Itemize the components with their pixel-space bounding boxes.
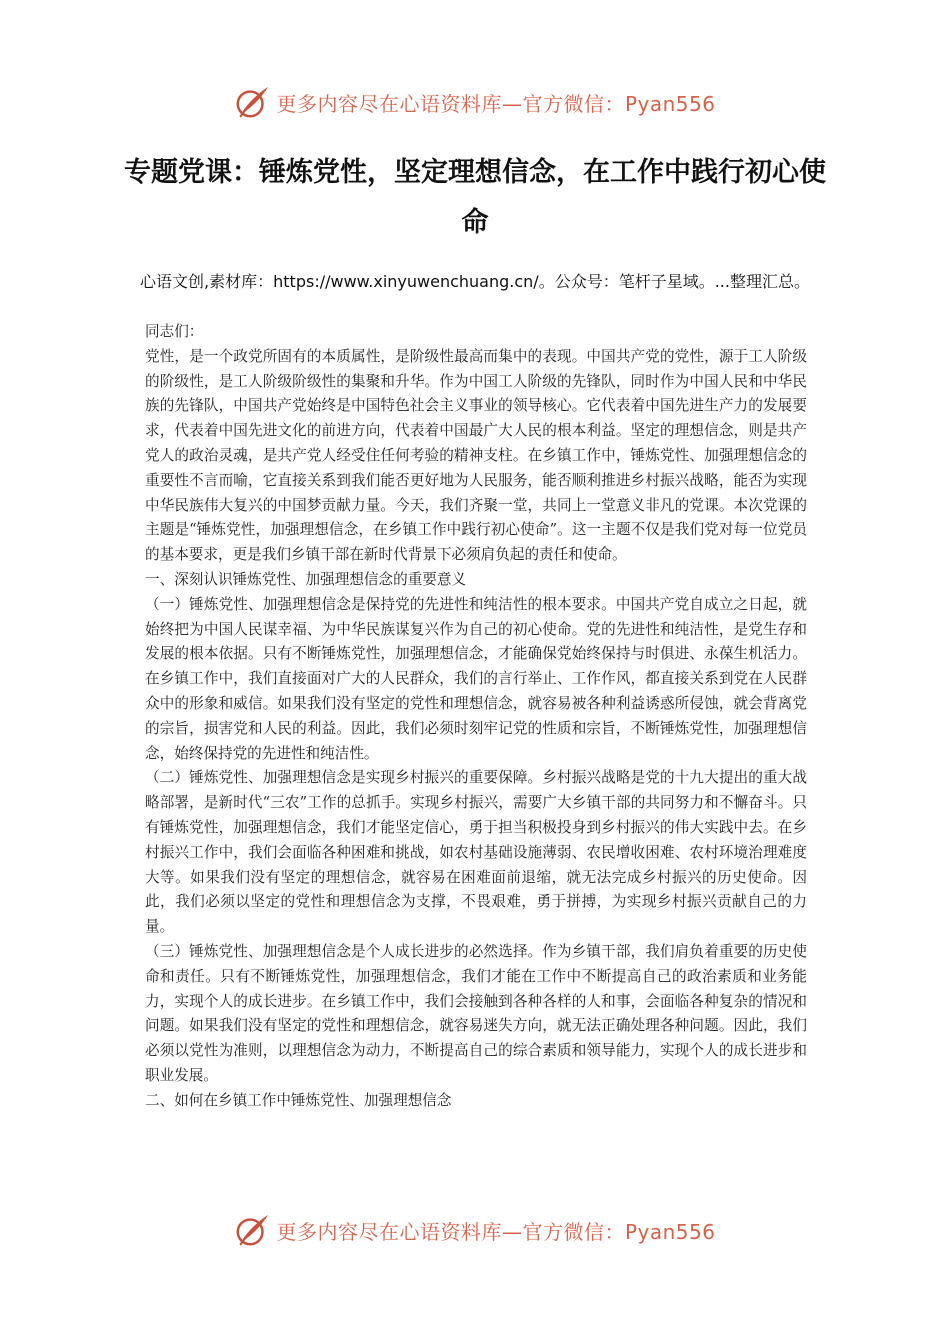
banner-text: 更多内容尽在心语资料库—官方微信：Pyan556 [276, 1219, 716, 1244]
quill-logo-icon [234, 83, 272, 121]
source-line: 心语文创,素材库：https://www.xinyuwenchuang.cn/。公众号：笔杆子星域。...整理汇总。 [140, 272, 810, 291]
banner-text: 更多内容尽在心语资料库—官方微信：Pyan556 [276, 91, 716, 116]
header-banner [0, 82, 950, 122]
salutation: 同志们： [145, 323, 204, 340]
quill-logo-icon [234, 1211, 272, 1249]
paragraph-1-2: （二）锤炼党性、加强理想信念是实现乡村振兴的重要保障。乡村振兴战略是党的十九大提出的重大战略部署，是新时代“三农”工作的总抓手。实现乡村振兴，需要广大乡镇干部的共同努力和不懈奋斗。只有锤炼党性，加强理想信念，我们才能坚定信心，勇于担当积极投身到乡村振兴的伟大实践中去。在乡村振兴工作中，我们会面临各种困难和挑战，如农村基础设施薄弱、农民增收困难、农村环境治理难度大等。如果我们没有坚定的理想信念，就容易在困难面前退缩，就无法完成乡村振兴的历史使命。因此，我们必须以坚定的党性和理想信念为支撑，不畏艰难，勇于拼搏，为实现乡村振兴贡献自己的力量。 [145, 769, 807, 936]
section-heading-2: 二、如何在乡镇工作中锤炼党性、加强理想信念 [145, 1091, 452, 1109]
footer-banner [0, 1210, 950, 1250]
document-body [145, 320, 807, 1114]
paragraph-1-1: （一）锤炼党性、加强理想信念是保持党的先进性和纯洁性的根本要求。中国共产党自成立之日起，就始终把为中国人民谋幸福、为中华民族谋复兴作为自己的初心使命。党的先进性和纯洁性，是党生存和发展的根本依据。只有不断锤炼党性，加强理想信念，才能确保党始终保持与时俱进、永葆生机活力。在乡镇工作中，我们直接面对广大的人民群众，我们的言行举止、工作作风，都直接关系到党在人民群众中的形象和威信。如果我们没有坚定的党性和理想信念，就容易被各种利益诱惑所侵蚀，就会背离党的宗旨，损害党和人民的利益。因此，我们必须时刻牢记党的性质和宗旨，不断锤炼党性，加强理想信念，始终保持党的先进性和纯洁性。 [145, 595, 807, 762]
intro-paragraph: 党性，是一个政党所固有的本质属性，是阶级性最高而集中的表现。中国共产党的党性，源于工人阶级的阶级性，是工人阶级阶级性的集聚和升华。作为中国工人阶级的先锋队，同时作为中国人民和中华民族的先锋队，中国共产党始终是中国特色社会主义事业的领导核心。它代表着中国先进生产力的发展要求，代表着中国先进文化的前进方向，代表着中国最广大人民的根本利益。坚定的理想信念，则是共产党人的政治灵魂，是共产党人经受住任何考验的精神支柱。在乡镇工作中，锤炼党性、加强理想信念的重要性不言而喻，它直接关系到我们能否更好地为人民服务，能否顺利推进乡村振兴战略，能否为实现中华民族伟大复兴的中国梦贡献力量。今天，我们齐聚一堂，共同上一堂意义非凡的党课。本次党课的主题是“锤炼党性，加强理想信念，在乡镇工作中践行初心使命”。这一主题不仅是我们党对每一位党员的基本要求，更是我们乡镇干部在新时代背景下必须肩负起的责任和使命。 [145, 347, 807, 564]
section-heading-1: 一、深刻认识锤炼党性、加强理想信念的重要意义 [145, 570, 467, 588]
page-title: 专题党课：锤炼党性，坚定理想信念，在工作中践行初心使命 [124, 157, 826, 238]
paragraph-1-3: （三）锤炼党性、加强理想信念是个人成长进步的必然选择。作为乡镇干部，我们肩负着重要的历史使命和责任。只有不断锤炼党性，加强理想信念，我们才能在工作中不断提高自己的政治素质和业务能力，实现个人的成长进步。在乡镇工作中，我们会接触到各种各样的人和事，会面临各种复杂的情况和问题。如果我们没有坚定的党性和理想信念，就容易迷失方向，就无法正确处理各种问题。因此，我们必须以党性为准则，以理想信念为动力，不断提高自己的综合素质和领导能力，实现个人的成长进步和职业发展。 [145, 942, 807, 1084]
